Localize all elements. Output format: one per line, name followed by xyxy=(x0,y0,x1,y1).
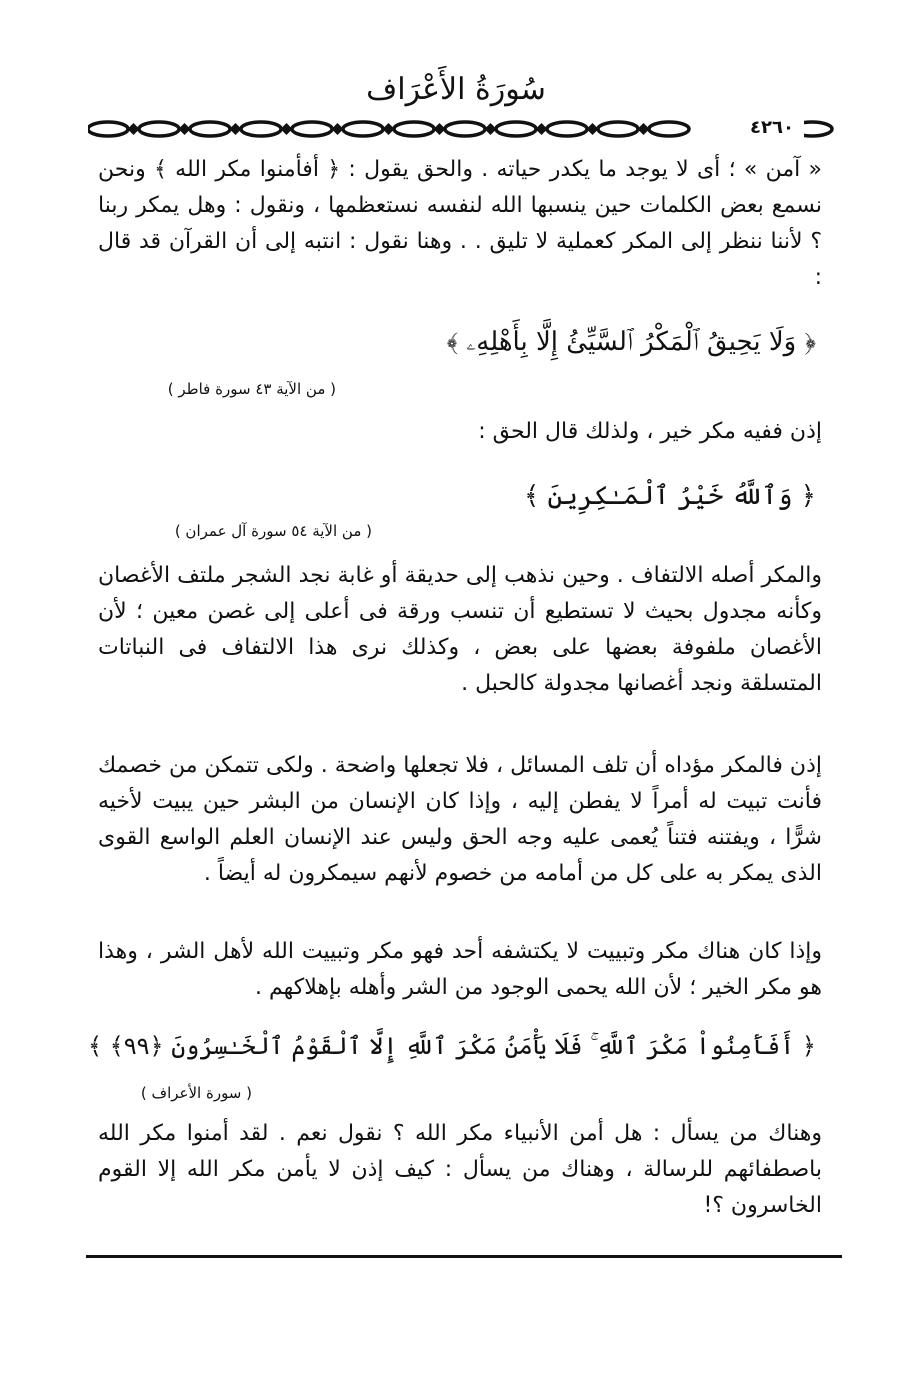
border-oval xyxy=(343,122,383,136)
border-diamond xyxy=(485,123,497,135)
page-number: ٤٢٦٠ xyxy=(740,114,804,142)
border-oval xyxy=(394,122,434,136)
verse-al-imran: ﴿ وَٱللَّهُ خَيْرُ ٱلْمَـٰكِرِينَ ﴾ xyxy=(523,481,816,511)
border-oval xyxy=(649,122,689,136)
surah-title: سُورَةُ الأَعْرَاف xyxy=(366,72,546,107)
border-oval xyxy=(496,122,536,136)
verse-reference-al-imran: ( من الآية ٥٤ سورة آل عمران ) xyxy=(174,522,372,540)
border-oval xyxy=(190,122,230,136)
border-diamond xyxy=(332,123,344,135)
paragraph-1: « آمن » ؛ أى لا يوجد ما يكدر حياته . والحق يقول : ﴿ أفأمنوا مكر الله ﴾ ونحن نسمع بعض الكلمات حين ينسبها الله لنفسه نستعظمها ، ونقول : وهل يمكر ربنا ؟ لأننا ننظر إلى المكر كعملية لا تليق . . وهنا نقول : انتبه إلى أن القرآن قد قال : xyxy=(98,157,822,290)
border-oval xyxy=(292,122,332,136)
border-diamond xyxy=(587,123,599,135)
verse-reference-fatir: ( من الآية ٤٣ سورة فاطر ) xyxy=(167,380,336,398)
paragraph-2: إذن ففيه مكر خير ، ولذلك قال الحق : xyxy=(478,419,822,444)
border-oval xyxy=(445,122,485,136)
border-diamond xyxy=(179,123,191,135)
verse-fatir: ﴿ وَلَا يَحِيقُ ٱلْمَكْرُ ٱلسَّيِّئُ إِلَّا بِأَهْلِهِۦ ﴾ xyxy=(446,327,816,357)
verse-al-araf-99: ﴿ أَفَأَمِنُواْ مَكْرَ ٱللَّهِ ۚ فَلَا يَأْمَنُ مَكْرَ ٱللَّهِ إِلَّا ٱلْقَوْمُ ٱلْخَـٰسِرُونَ ﴿٩٩﴾ ﴾ xyxy=(87,1032,816,1060)
border-oval xyxy=(547,122,587,136)
border-oval xyxy=(241,122,281,136)
border-diamond xyxy=(536,123,548,135)
border-oval xyxy=(598,122,638,136)
border-diamond xyxy=(638,123,650,135)
paragraph-3: والمكر أصله الالتفاف . وحين نذهب إلى حديقة أو غابة نجد الشجر ملتف الأغصان وكأنه مجدول بحيث لا تستطيع أن تنسب ورقة فى أعلى إلى غصن معين ؛ لأن الأغصان ملفوفة بعضها على بعض ، وكذلك نرى هذا الالتفاف فى النباتات المتسلقة ونجد أغصانها مجدولة كالحبل . xyxy=(98,563,822,696)
border-oval xyxy=(88,122,128,136)
bottom-rule xyxy=(86,1255,842,1258)
border-oval xyxy=(139,122,179,136)
border-diamond xyxy=(434,123,446,135)
verse-reference-al-araf: ( سورة الأعراف ) xyxy=(140,1084,252,1102)
paragraph-5: وإذا كان هناك مكر وتبييت لا يكتشفه أحد فهو مكر وتبييت الله لأهل الشر ، وهذا هو مكر الخير ؛ لأن الله يحمى الوجود من الشر وأهله بإهلاكهم . xyxy=(98,939,822,1000)
paragraph-4: إذن فالمكر مؤداه أن تلف المسائل ، فلا تجعلها واضحة . ولكى تتمكن من خصمك فأنت تبيت له أمراً لا يفطن إليه ، وإذا كان الإنسان من البشر حين يبيت لأخيه شرًّا ، ويفتنه فتناً يُعمى عليه وجه الحق وليس عند الإنسان العلم الواسع القوى الذى يمكر به على كل من أمامه من خصوم لأنهم سيمكرون له أيضاً . xyxy=(98,753,822,886)
paragraph-6: وهناك من يسأل : هل أمن الأنبياء مكر الله ؟ نقول نعم . لقد أمنوا مكر الله باصطفائهم للرسالة ، وهناك من يسأل : كيف إذن لا يأمن مكر الله إلا القوم الخاسرون ؟! xyxy=(98,1121,822,1218)
border-diamond xyxy=(383,123,395,135)
border-diamond xyxy=(128,123,140,135)
border-diamond xyxy=(281,123,293,135)
ornamental-border xyxy=(88,116,838,142)
border-diamond xyxy=(230,123,242,135)
